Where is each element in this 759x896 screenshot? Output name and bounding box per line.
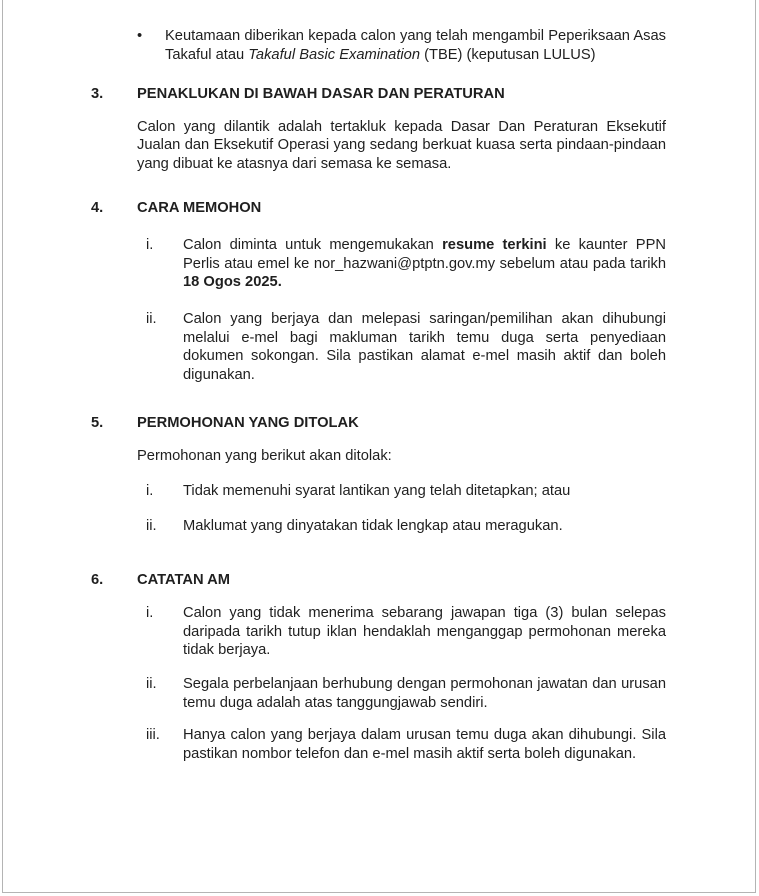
list-item-marker: ii. bbox=[146, 676, 157, 693]
list-item-marker: i. bbox=[146, 237, 154, 254]
section-title: PERMOHONAN YANG DITOLAK bbox=[137, 415, 359, 432]
section-number: 3. bbox=[91, 86, 104, 103]
section-title: PENAKLUKAN DI BAWAH DASAR DAN PERATURAN bbox=[137, 86, 505, 103]
list-item-text: Tidak memenuhi syarat lantikan yang telah ditetapkan; atau bbox=[183, 482, 571, 499]
text-run-bold: resume terkini bbox=[442, 237, 547, 254]
section-6-heading bbox=[91, 571, 755, 590]
text-run-bold: 18 Ogos 2025. bbox=[183, 274, 282, 291]
list-item bbox=[146, 604, 755, 660]
section-3-paragraph: Calon yang dilantik adalah tertakluk kepada Dasar Dan Peraturan Eksekutif Jualan dan Eksekutif Operasi yang sedang berkuat kuasa serta pindaan-pindaan yang dibuat ke atasnya dari semasa ke semasa. bbox=[137, 118, 666, 172]
list-item bbox=[146, 726, 755, 763]
section-number: 6. bbox=[91, 571, 104, 588]
text-run: ke kaunter PPN Perlis atau emel ke nor_hazwani@ptptn.gov.my sebelum atau pada tarikh bbox=[183, 237, 666, 272]
list-item bbox=[146, 310, 755, 384]
section-3-heading bbox=[91, 85, 755, 104]
list-item-marker: ii. bbox=[146, 518, 157, 535]
list-item bbox=[146, 482, 755, 501]
bullet-icon: • bbox=[137, 28, 143, 44]
list-item-text: Segala perbelanjaan berhubung dengan permohonan jawatan dan urusan temu duga adalah atas tanggungjawab sendiri. bbox=[183, 676, 666, 711]
section-4-heading bbox=[91, 199, 755, 218]
text-run: Keutamaan diberikan kepada calon yang telah mengambil Peperiksaan Asas Takaful atau bbox=[165, 28, 666, 63]
text-run: Calon diminta untuk mengemukakan bbox=[183, 237, 443, 254]
list-item-text bbox=[183, 236, 666, 292]
list-item bbox=[146, 675, 755, 712]
list-item bbox=[146, 517, 755, 536]
section-title: CARA MEMOHON bbox=[137, 199, 262, 216]
list-item-text: Maklumat yang dinyatakan tidak lengkap atau meragukan. bbox=[183, 518, 563, 535]
list-item-marker: i. bbox=[146, 482, 154, 499]
list-item-marker: ii. bbox=[146, 310, 157, 327]
list-item-text: Calon yang tidak menerima sebarang jawapan tiga (3) bulan selepas daripada tarikh tutup iklan hendaklah menganggap permohonan mereka tidak berjaya. bbox=[183, 605, 666, 659]
list-item-text: Hanya calon yang berjaya dalam urusan temu duga akan dihubungi. Sila pastikan nombor telefon dan e-mel masih aktif serta boleh digunakan. bbox=[183, 727, 666, 762]
section-title: CATATAN AM bbox=[137, 571, 230, 588]
list-item-text: Calon yang berjaya dan melepasi saringan/pemilihan akan dihubungi melalui e-mel bagi makluman tarikh temu duga serta penyediaan dokumen sokongan. Sila pastikan alamat e-mel masih aktif dan boleh digunakan. bbox=[183, 310, 666, 383]
document-page bbox=[2, 0, 756, 893]
list-item bbox=[146, 236, 755, 292]
text-run-italic: Takaful Basic Examination bbox=[248, 46, 421, 63]
section-5-heading bbox=[91, 414, 755, 433]
list-item-marker: iii. bbox=[146, 727, 160, 744]
list-item-marker: i. bbox=[146, 605, 154, 622]
intro-bullet-text bbox=[165, 27, 666, 64]
section-number: 5. bbox=[91, 415, 104, 432]
section-number: 4. bbox=[91, 199, 104, 216]
text-run: (TBE) (keputusan LULUS) bbox=[420, 46, 596, 63]
intro-bullet-item bbox=[137, 27, 755, 64]
section-5-paragraph: Permohonan yang berikut akan ditolak: bbox=[137, 447, 392, 464]
